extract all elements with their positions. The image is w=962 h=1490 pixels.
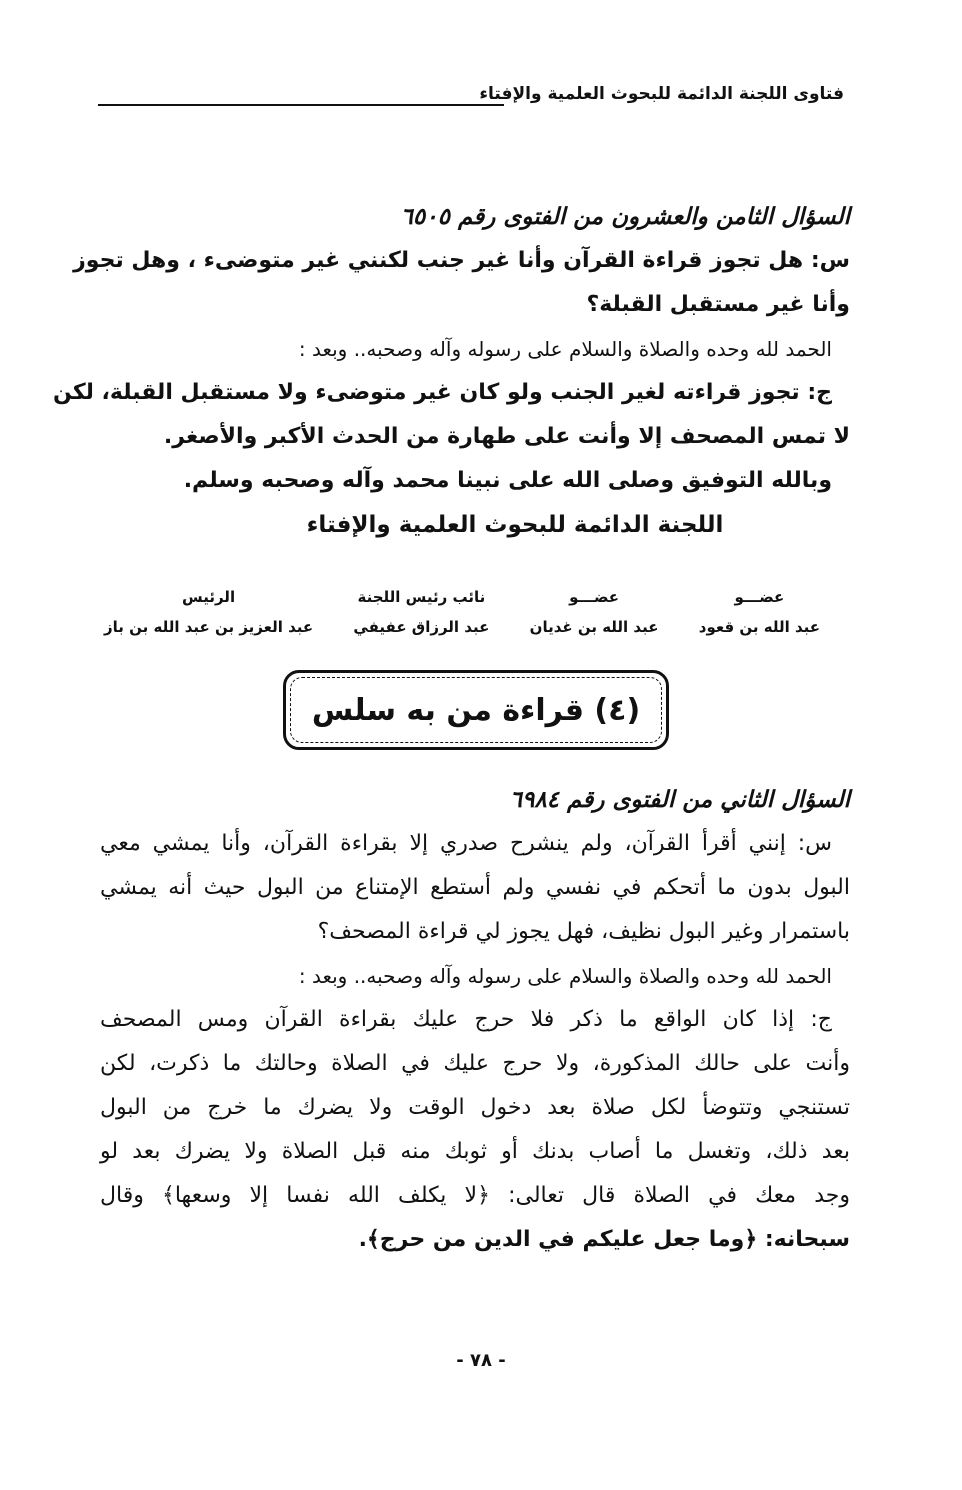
signature-name: عبد الله بن قعود xyxy=(698,618,820,636)
fatwa-2-answer-line-3: تستنجي وتتوضأ لكل صلاة بعد دخول الوقت ولا يضرك ما خرج من البول xyxy=(100,1095,850,1120)
fatwa-1-heading: السؤال الثامن والعشرون من الفتوى رقم ٦٥٠٥ xyxy=(400,203,850,230)
running-header xyxy=(98,82,844,112)
fatwa-2-answer-line-2: وأنت على حالك المذكورة، ولا حرج عليك في الصلاة وحالتك ما ذكرت، لكن xyxy=(100,1051,850,1076)
signature-member-2 xyxy=(530,582,659,642)
fatwa-1-closing: وبالله التوفيق وصلى الله على نبينا محمد وآله وصحبه وسلم. xyxy=(183,468,832,493)
signature-member-1 xyxy=(699,582,820,642)
fatwa-2-answer-line-4: بعد ذلك، وتغسل ما أصاب بدنك أو ثوبك منه قبل الصلاة ولا يضرك بعد لو xyxy=(100,1139,850,1164)
signature-deputy-chair xyxy=(353,582,489,642)
fatwa-2-praise: الحمد لله وحده والصلاة والسلام على رسوله وآله وصحبه.. وبعد : xyxy=(298,964,832,988)
signature-name: عبد العزيز بن عبد الله بن باز xyxy=(104,618,314,636)
signature-chair xyxy=(104,582,313,642)
fatwa-2 xyxy=(100,778,850,1262)
fatwa-1-praise: الحمد لله وحده والصلاة والسلام على رسوله وآله وصحبه.. وبعد : xyxy=(298,337,832,361)
fatwa-2-answer-line-6: سبحانه: ﴿وما جعل عليكم في الدين من حرج﴾. xyxy=(358,1227,850,1252)
signature-name: عبد الرزاق عفيفي xyxy=(353,618,490,636)
signature-title: الرئيس xyxy=(182,588,236,606)
fatwa-1-committee: اللجنة الدائمة للبحوث العلمية والإفتاء xyxy=(306,512,724,538)
fatwa-2-answer-line-1: ج: إذا كان الواقع ما ذكر فلا حرج عليك بقراءة القرآن ومس المصحف xyxy=(100,1007,832,1032)
fatwa-1-answer-line-1: ج: تجوز قراءته لغير الجنب ولو كان غير متوضىء ولا مستقبل القبلة، لكن xyxy=(53,380,832,405)
section-title: (٤) قراءة من به سلس xyxy=(311,692,641,728)
signature-title: عضـــو xyxy=(734,588,785,606)
signatures xyxy=(104,582,820,642)
section-title-box xyxy=(283,670,669,750)
header-title: فتاوى اللجنة الدائمة للبحوث العلمية والإفتاء xyxy=(479,84,844,104)
fatwa-2-heading: السؤال الثاني من الفتوى رقم ٦٩٨٤ xyxy=(509,786,850,813)
signature-title: نائب رئيس اللجنة xyxy=(357,588,486,606)
page-number: - ٧٨ - xyxy=(456,1350,506,1371)
signature-title: عضـــو xyxy=(569,588,619,606)
fatwa-2-question-line-3: باستمرار وغير البول نظيف، فهل يجوز لي قراءة المصحف؟ xyxy=(317,919,850,944)
signature-name: عبد الله بن غديان xyxy=(529,618,659,636)
fatwa-2-question-line-1: س: إنني أقرأ القرآن، ولم ينشرح صدري إلا بقراءة القرآن، وأنا يمشي معي xyxy=(100,831,832,856)
fatwa-2-answer-line-5: وجد معك في الصلاة قال تعالى: ﴿لا يكلف الله نفسا إلا وسعها﴾ وقال xyxy=(100,1183,850,1208)
fatwa-1-answer-line-2: لا تمس المصحف إلا وأنت على طهارة من الحدث الأكبر والأصغر. xyxy=(163,424,850,449)
fatwa-1-question-line-1: س: هل تجوز قراءة القرآن وأنا غير جنب لكنني غير متوضىء ، وهل تجوز xyxy=(73,248,850,273)
fatwa-1 xyxy=(53,195,850,547)
fatwa-2-question-line-2: البول بدون ما أتحكم في نفسي ولم أستطع الإمتناع من البول حيث أنه يمشي xyxy=(100,875,850,900)
fatwa-1-question-line-2: وأنا غير مستقبل القبلة؟ xyxy=(586,292,850,317)
header-rule xyxy=(98,104,504,106)
